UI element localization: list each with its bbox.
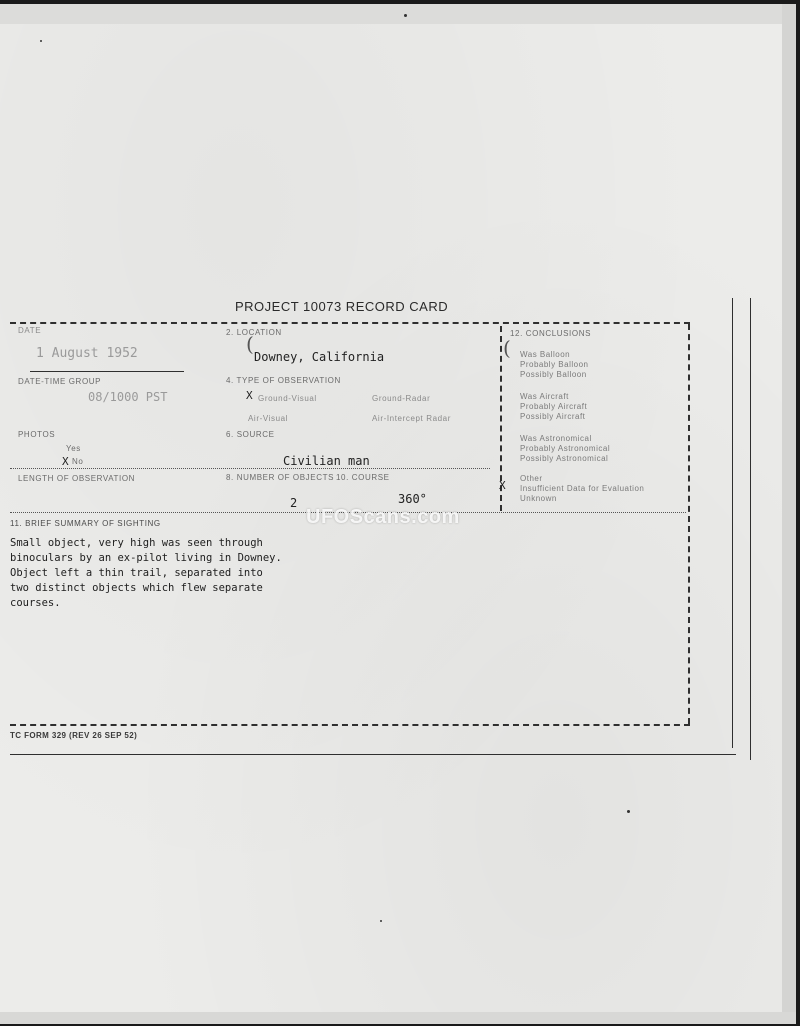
number-of-objects-label: 8. NUMBER OF OBJECTS: [226, 473, 335, 482]
type-of-observation-label: 4. TYPE OF OBSERVATION: [226, 376, 341, 385]
photos-no-option: No: [72, 457, 84, 466]
location-label: 2. LOCATION: [226, 328, 282, 337]
conclusions-group-other: [520, 474, 644, 504]
photos-yes-option: Yes: [66, 444, 81, 453]
summary-line: Object left a thin trail, separated into: [10, 567, 263, 579]
number-of-objects-value: 2: [290, 496, 298, 510]
conclusions-label: 12. CONCLUSIONS: [510, 329, 592, 338]
scan-speck: [627, 810, 630, 813]
conclusions-group-astronomical: [520, 434, 610, 464]
date-underline: [30, 371, 184, 372]
conclusion-option: Insufficient Data for Evaluation: [520, 484, 645, 493]
conclusion-option: Other: [520, 474, 543, 483]
conclusion-option: Possibly Aircraft: [520, 412, 586, 421]
card-right-border: [688, 324, 690, 724]
source-value: Civilian man: [283, 454, 370, 468]
conclusion-option: Probably Astronomical: [520, 444, 611, 453]
conclusion-option: Unknown: [520, 494, 557, 503]
summary-text: [10, 536, 350, 611]
conclusion-option: Was Aircraft: [520, 392, 569, 401]
scan-speck: [40, 40, 42, 42]
length-of-observation-label: LENGTH OF OBSERVATION: [18, 474, 136, 483]
conclusions-bracket: (: [503, 336, 511, 360]
summary-line: Small object, very high was seen through: [10, 537, 263, 549]
card-title: PROJECT 10073 RECORD CARD: [235, 299, 449, 314]
card-outer-bottom-border: [10, 754, 736, 755]
conclusion-option: Possibly Balloon: [520, 370, 587, 379]
date-time-group-label: DATE-TIME GROUP: [18, 377, 102, 386]
scan-speck: [380, 920, 382, 922]
date-label: DATE: [18, 326, 42, 335]
page-edge: [782, 4, 796, 1024]
location-value: Downey, California: [254, 350, 385, 364]
page-edge: [0, 1012, 796, 1024]
location-bracket: (: [246, 332, 254, 356]
field-divider: [10, 468, 490, 469]
type-option-air-intercept-radar: Air-Intercept Radar: [372, 414, 451, 423]
conclusions-group-aircraft: [520, 392, 587, 422]
page-fold-line: [750, 298, 751, 760]
card-bottom-border: [10, 724, 690, 726]
page-edge: [0, 4, 796, 24]
type-option-ground-visual: Ground-Visual: [258, 394, 317, 403]
conclusion-option: Was Balloon: [520, 350, 571, 359]
type-option-air-visual: Air-Visual: [248, 414, 289, 423]
photos-label: PHOTOS: [18, 430, 56, 439]
card-top-border: [10, 322, 690, 324]
conclusion-option: Was Astronomical: [520, 434, 592, 443]
conclusions-group-balloon: [520, 350, 588, 380]
type-option-ground-radar: Ground-Radar: [372, 394, 431, 403]
summary-line: binoculars by an ex-pilot living in Downey.: [10, 552, 282, 564]
course-label: 10. COURSE: [336, 473, 390, 482]
photos-check-mark: X: [62, 455, 69, 468]
conclusion-option: Probably Aircraft: [520, 402, 588, 411]
summary-label: 11. BRIEF SUMMARY OF SIGHTING: [10, 519, 161, 528]
form-number: TC FORM 329 (REV 26 SEP 52): [10, 731, 138, 740]
date-value: 1 August 1952: [36, 346, 138, 361]
card-outer-right-border: [732, 298, 733, 748]
conclusion-option: Probably Balloon: [520, 360, 589, 369]
summary-line: two distinct objects which flew separate: [10, 582, 263, 594]
conclusion-option: Possibly Astronomical: [520, 454, 609, 463]
scan-speck: [404, 14, 407, 17]
source-label: 6. SOURCE: [226, 430, 275, 439]
conclusion-check-mark: X: [499, 479, 506, 492]
date-time-group-value: 08/1000 PST: [88, 390, 168, 404]
type-check-mark: X: [246, 389, 253, 402]
watermark: UFOScans.com: [306, 506, 460, 528]
course-value: 360°: [398, 492, 427, 506]
summary-line: courses.: [10, 597, 61, 609]
